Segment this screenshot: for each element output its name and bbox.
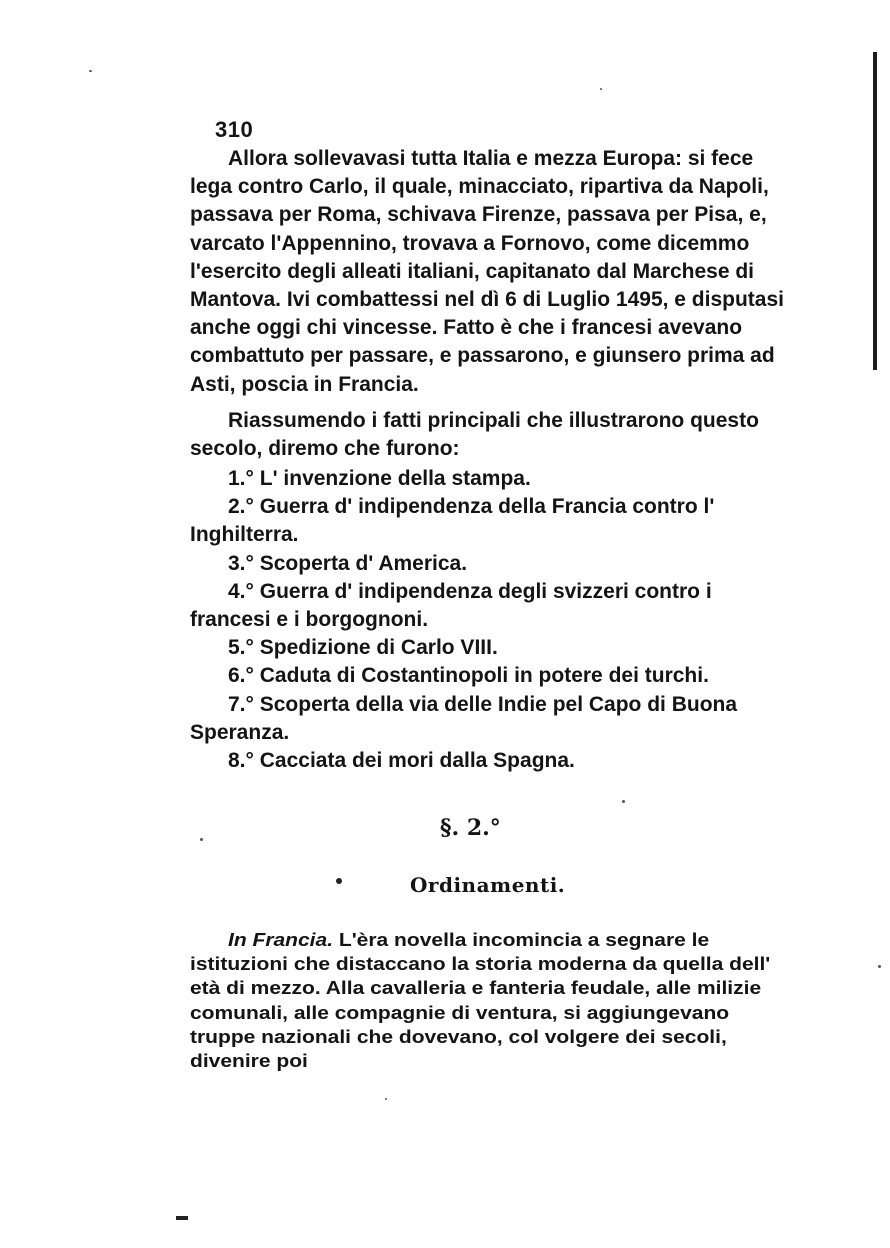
section-title: Ordinamenti. — [410, 873, 566, 897]
run-in-heading: In Francia. — [228, 930, 334, 951]
section-number: §. 2.° — [440, 815, 501, 841]
list-item: 6.° Caduta di Costantinopoli in potere dei turchi. — [228, 664, 709, 688]
print-speck — [600, 88, 602, 90]
paragraph: Allora sollevavasi tutta Italia e mezza Europa: si fece lega contro Carlo, il quale, minacciato, ripartiva da Napoli, passava per Roma, schivava Firenze, passava per Pisa, e, varcato l'Appennino, trovava a Fornovo, come dicemmo l'esercito degli alleati italiani, capitanato dal Marchese di Mantova. Ivi combattessi nel dì 6 di Luglio 1495, e disputasi anche oggi chi vincesse. Fatto è che i francesi avevano combattuto per passare, e passarono, e giunsero prima ad Asti, poscia in Francia. — [190, 147, 784, 396]
list-item: 5.° Spedizione di Carlo VIII. — [228, 636, 498, 660]
print-speck — [385, 1098, 387, 1100]
print-mark — [176, 1216, 188, 1220]
list-item: 8.° Cacciata dei mori dalla Spagna. — [228, 749, 575, 773]
list-item: 1.° L' invenzione della stampa. — [228, 467, 531, 490]
summary-list — [190, 465, 798, 775]
list-item: 2.° Guerra d' indipendenza della Francia contro l' Inghilterra. — [190, 495, 715, 547]
print-speck — [878, 965, 881, 968]
list-item: 4.° Guerra d' indipendenza degli svizzeri contro i francesi e i borgognoni. — [190, 579, 712, 632]
page-edge-shadow — [873, 52, 877, 370]
paragraph — [190, 929, 798, 1074]
page-number: 310 — [215, 117, 254, 142]
list-item: 3.° Scoperta d' America. — [228, 551, 468, 575]
list-item: 7.° Scoperta della via delle Indie pel Capo di Buona Speranza. — [190, 692, 738, 744]
paragraph-text: L'èra novella incomincia a segnare le istituzioni che distaccano la storia moderna da quella dell' età di mezzo. Alla cavalleria e fanteria feudale, alle milizie comunali, alle compagnie di ventura, si aggiungevano truppe nazionali che dovevano, col volgere dei secoli, divenire poi — [190, 930, 771, 1072]
print-speck — [89, 70, 92, 72]
print-speck — [200, 838, 203, 841]
paragraph: Riassumendo i fatti principali che illustrarono questo secolo, diremo che furono: — [190, 409, 759, 461]
bullet-mark — [336, 878, 342, 884]
print-speck — [622, 800, 625, 803]
